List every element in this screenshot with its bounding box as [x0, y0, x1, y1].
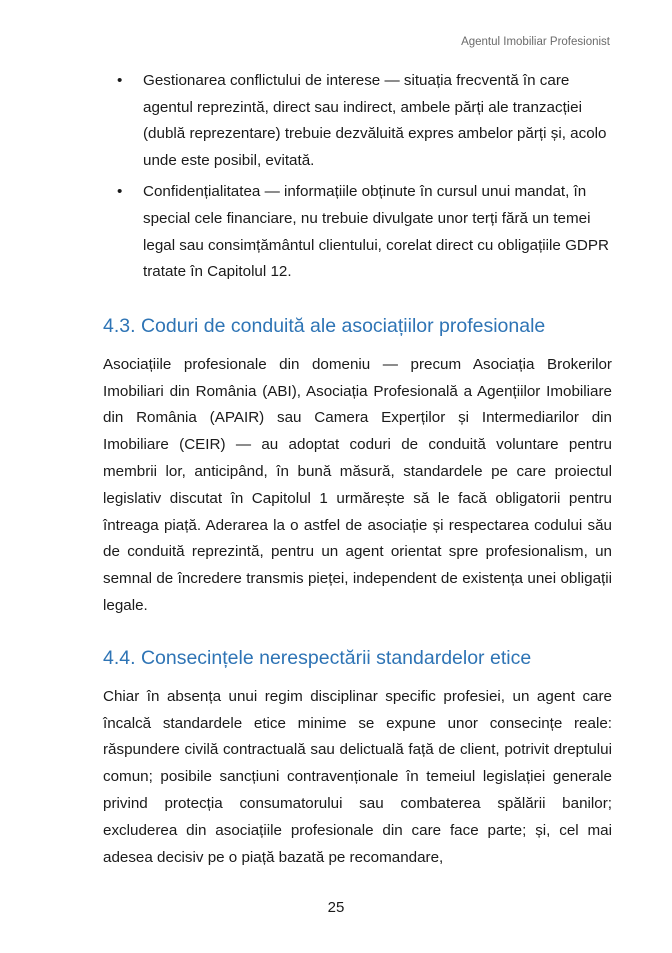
- section-paragraph: Chiar în absența unui regim disciplinar specific profesiei, un agent care încalcă standardele etice minime se expune unor consecințe reale: răspundere civilă contractuală sau delictuală față de client, potrivit dreptului comun; posibile sancțiuni contravenționale în temeiul legislației generale privind protecția consumatorului sau combaterea spălării banilor; excluderea din asociațiile profesionale din care face parte; și, cel mai adesea decisiv pe o piață bazată pe recomandare,: [103, 687, 612, 866]
- section-heading: 4.3. Coduri de conduită ale asociațiilor profesionale: [103, 314, 546, 337]
- bullet-icon: •: [117, 183, 123, 201]
- list-item: [103, 68, 612, 174]
- page-number: 25: [327, 899, 345, 916]
- bullet-text: Gestionarea conflictului de interese — situația frecventă în care agentul reprezintă, direct sau indirect, ambele părți ale tranzacției (dublă reprezentare) trebuie dezvăluită expres ambelor părți și, acolo unde este posibil, evitată.: [143, 72, 607, 169]
- bullet-text: Confidențialitatea — informațiile obținute în cursul unui mandat, în special cele financiare, nu trebuie divulgate unor terți fără un temei legal sau consimțământul clientului, corelat direct cu obligațiile GDPR tratate în Capitolul 12.: [143, 183, 609, 281]
- list-item: [103, 179, 612, 285]
- running-header: Agentul Imobiliar Profesionist: [461, 36, 610, 48]
- section-heading: 4.4. Consecințele nerespectării standardelor etice: [103, 646, 532, 669]
- section-paragraph: Asociațiile profesionale din domeniu — precum Asociația Brokerilor Imobiliari din România (ABI), Asociația Profesională a Agențiilor Imobiliare din România (APAIR) sau Camera Experților și Intermediarilor din Imobiliare (CEIR) — au adoptat coduri de conduită voluntare pentru membrii lor, anticipând, în bună măsură, standardele pe care proiectul legislativ discutat în Capitolul 1 urmărește să le facă obligatorii pentru întreaga piață. Aderarea la o astfel de asociație și respectarea codului său de conduită reprezintă, pentru un agent orientat spre profesionalism, un semnal de încredere transmis pieței, independent de existența unei obligații legale.: [103, 355, 612, 614]
- page-body: [103, 68, 612, 871]
- bullet-list: [103, 68, 612, 286]
- bullet-icon: •: [117, 72, 123, 89]
